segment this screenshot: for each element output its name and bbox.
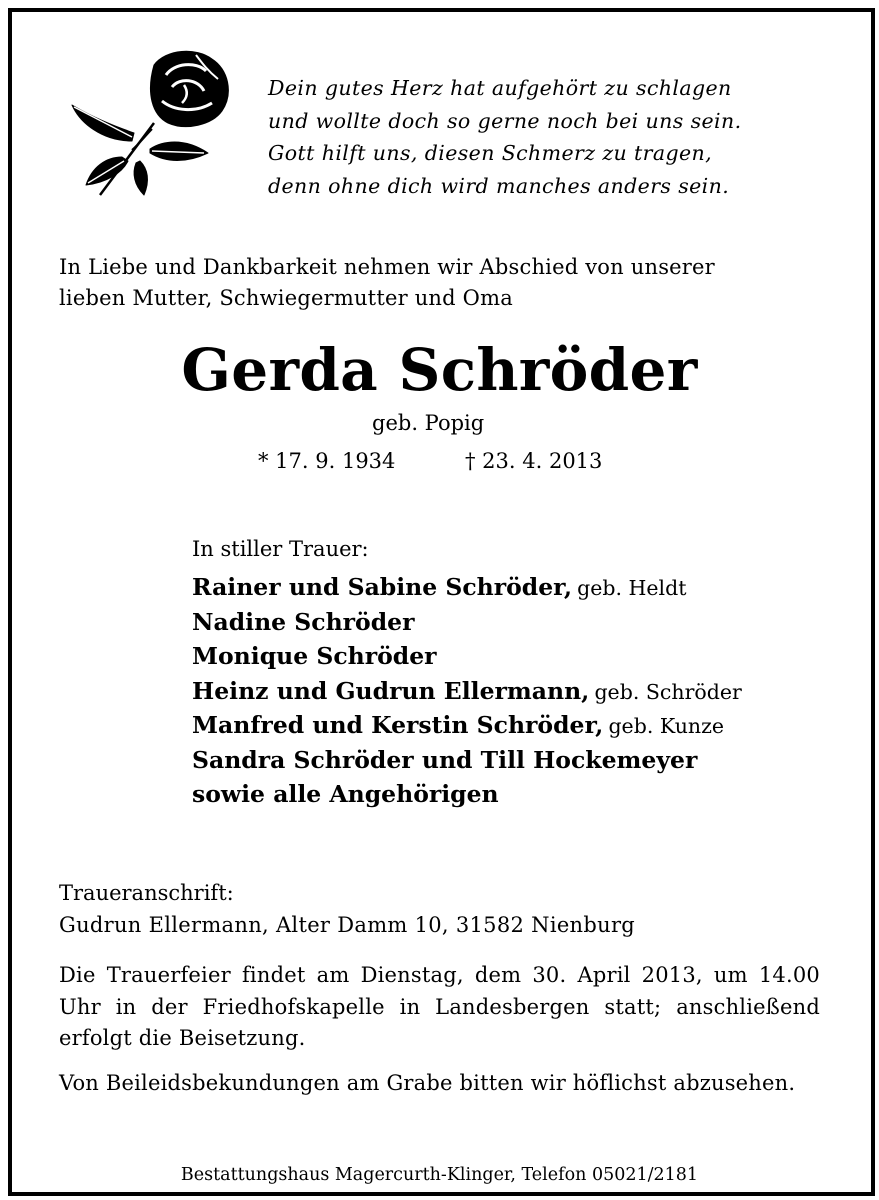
- verse-line: Dein gutes Herz hat aufgehört zu schlagen: [268, 76, 732, 100]
- mourner-row: [192, 570, 742, 605]
- mourner-row: [192, 743, 742, 778]
- birth-date: * 17. 9. 1934: [258, 449, 396, 473]
- mourning-label: In stiller Trauer:: [192, 537, 369, 561]
- mourner-row: [192, 605, 742, 640]
- mourner-row: [192, 639, 742, 674]
- deceased-name: Gerda Schröder: [181, 336, 698, 404]
- footer: [12, 1162, 867, 1188]
- verse: [268, 72, 742, 202]
- intro-line: In Liebe und Dankbarkeit nehmen wir Abschied von unserer: [59, 255, 715, 279]
- mourner-name: Rainer und Sabine Schröder,: [192, 573, 573, 601]
- rose-icon: [62, 45, 240, 200]
- condolence-paragraph: Von Beileidsbekundungen am Grabe bitten wir höflichst abzusehen.: [59, 1071, 796, 1095]
- mourner-name: Heinz und Gudrun Ellermann,: [192, 676, 590, 705]
- mourner-row: [192, 777, 742, 812]
- intro-line: lieben Mutter, Schwiegermutter und Oma: [59, 286, 513, 310]
- mourner-row: [192, 708, 742, 743]
- mourner-row: [192, 674, 742, 709]
- mourner-name: Monique Schröder: [192, 642, 437, 670]
- ceremony-paragraph: Die Trauerfeier findet am Dienstag, dem 30. April 2013, um 14.00 Uhr in der Friedhofskapelle in Landesbergen statt; anschließend erfolgt die Beisetzung.: [59, 963, 820, 1050]
- maiden-name: geb. Popig: [372, 411, 485, 435]
- death-date: † 23. 4. 2013: [465, 449, 603, 473]
- mourner-name: Nadine Schröder: [192, 607, 415, 636]
- funeral-home-contact: Bestattungshaus Magercurth-Klinger, Telefon 05021/2181: [177, 1165, 702, 1185]
- mourner-name: Sandra Schröder und Till Hockemeyer: [192, 745, 698, 774]
- mourner-note: geb. Heldt: [577, 576, 687, 600]
- verse-line: und wollte doch so gerne noch bei uns sein.: [268, 108, 742, 133]
- verse-line: denn ohne dich wird manches anders sein.: [268, 173, 730, 198]
- address-label: Traueranschrift:: [59, 881, 234, 905]
- mourners-list: [192, 570, 742, 812]
- mourner-note: geb. Kunze: [608, 714, 725, 738]
- address-value: Gudrun Ellermann, Alter Damm 10, 31582 Nienburg: [59, 913, 636, 937]
- intro-text: [59, 252, 715, 314]
- mourner-note: geb. Schröder: [594, 679, 742, 704]
- verse-line: Gott hilft uns, diesen Schmerz zu tragen,: [268, 141, 713, 165]
- mourner-name: sowie alle Angehörigen: [192, 780, 499, 808]
- mourner-name: Manfred und Kerstin Schröder,: [192, 711, 604, 739]
